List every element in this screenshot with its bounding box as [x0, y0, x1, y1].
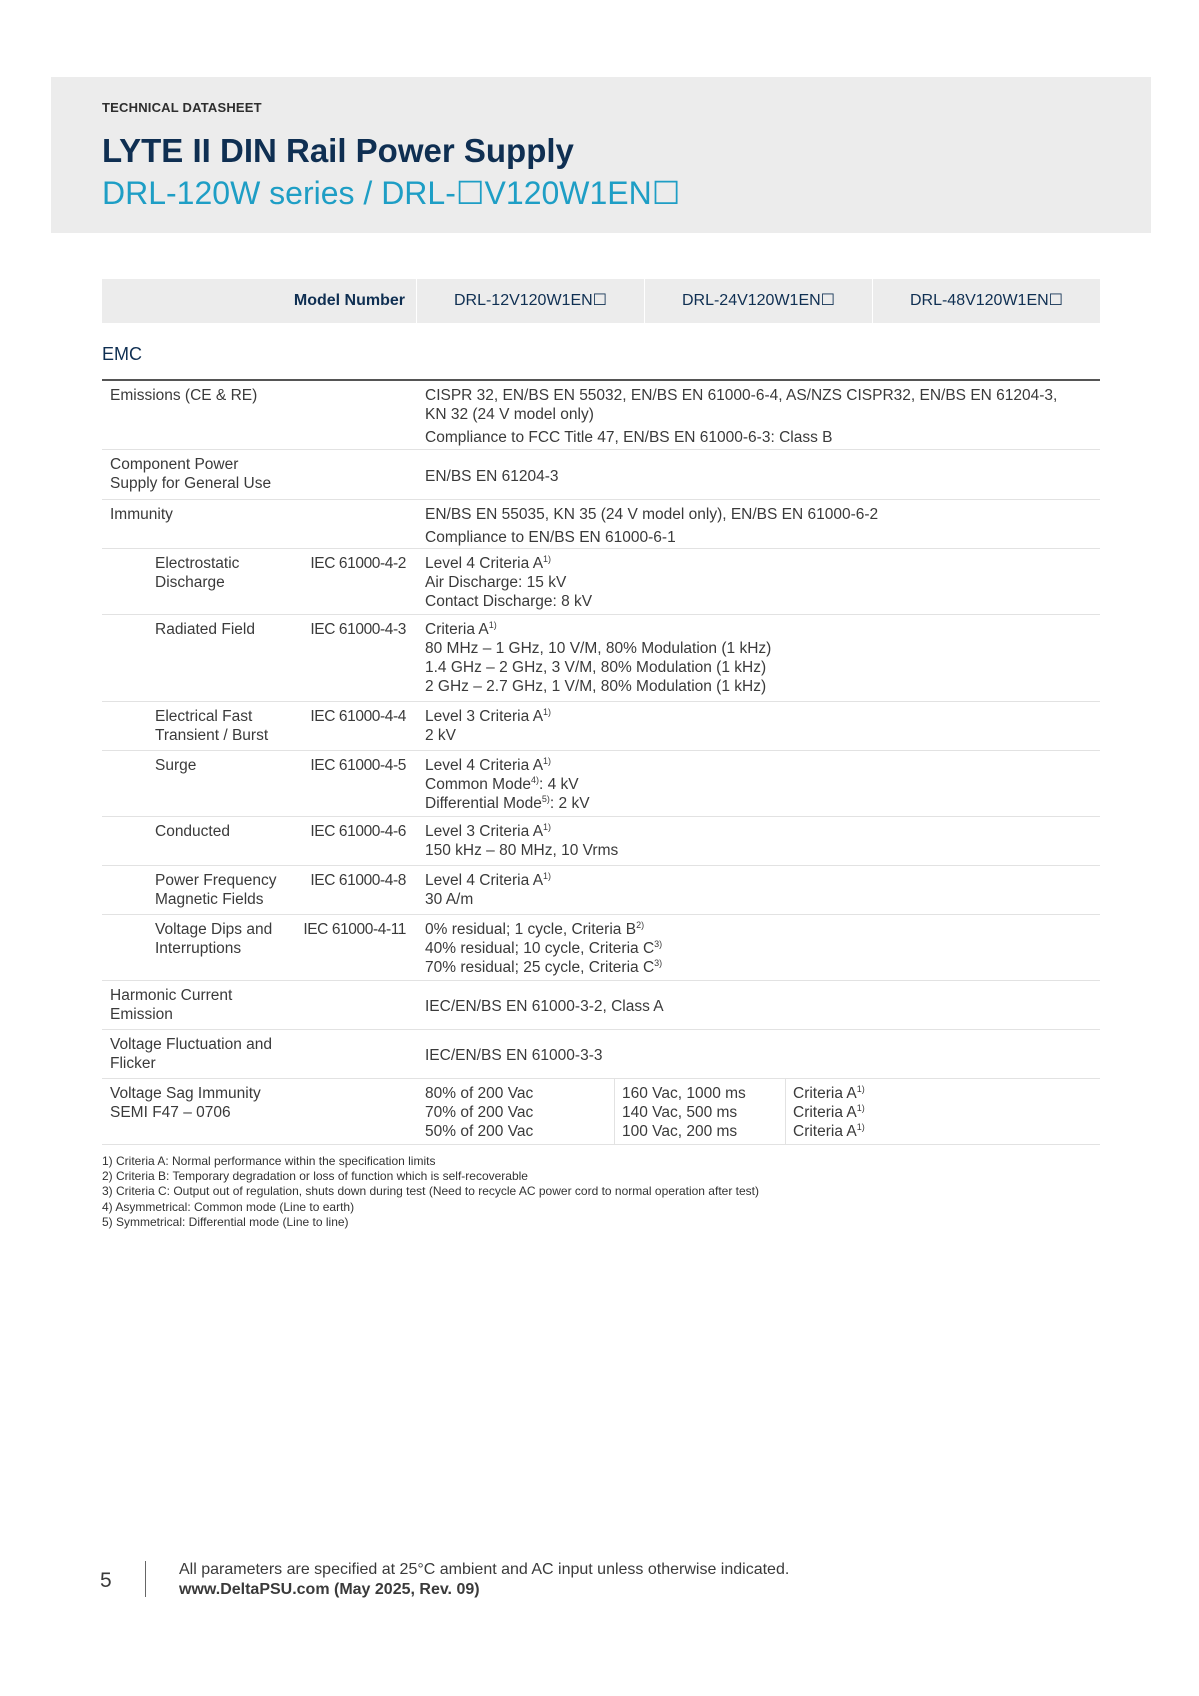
- model-number-bar: [102, 279, 1100, 323]
- document-type: TECHNICAL DATASHEET: [102, 100, 262, 115]
- footer-website: www.DeltaPSU.com (May 2025, Rev. 09): [179, 1581, 480, 1598]
- footer-note: All parameters are specified at 25°C ambient and AC input unless otherwise indicated.: [179, 1561, 790, 1578]
- row-value: EN/BS EN 55035, KN 35 (24 V model only), EN/BS EN 61000-6-2: [425, 506, 879, 523]
- row-label: Flicker: [110, 1055, 156, 1072]
- row-surge: [102, 751, 1100, 817]
- footnote: 5) Symmetrical: Differential mode (Line to line): [102, 1215, 349, 1229]
- row-label: Voltage Dips and: [155, 921, 273, 938]
- header-banner: [51, 77, 1151, 233]
- row-label: Conducted: [155, 823, 230, 840]
- sag-criteria: Criteria $A^{1)}$: [793, 1084, 865, 1102]
- sag-condition: 100 Vac, 200 ms: [622, 1123, 738, 1140]
- row-label: Supply for General Use: [110, 475, 272, 492]
- row-standard: IEC 61000-4-6: [310, 823, 406, 840]
- row-value: IEC/EN/BS EN 61000-3-3: [425, 1047, 603, 1064]
- row-value: Level 3 Criteria $A^{1)}$: [425, 707, 552, 725]
- row-label: Power Frequency: [155, 872, 277, 889]
- row-label: SEMI F47 – 0706: [110, 1104, 231, 1121]
- row-voltage-sag: [102, 1079, 1100, 1145]
- row-electrical-fast-transient: [102, 702, 1100, 751]
- row-electrostatic-discharge: [102, 549, 1100, 615]
- row-value: Differential Mode$^{5)}$: 2 kV: [425, 794, 590, 812]
- row-power-frequency-magnetic: [102, 866, 1100, 915]
- row-label: Electrostatic: [155, 555, 240, 572]
- sag-criteria: Criteria $A^{1)}$: [793, 1122, 865, 1140]
- row-value: Level 4 Criteria $A^{1)}$: [425, 756, 552, 774]
- row-value: Criteria $A^{1)}$: [425, 620, 497, 638]
- row-value: Compliance to EN/BS EN 61000-6-1: [425, 529, 676, 546]
- footnote: 3) Criteria C: Output out of regulation, shuts down during test (Need to recycle AC power cord to normal operation after test): [102, 1184, 759, 1198]
- row-value: Level 4 Criteria $A^{1)}$: [425, 871, 552, 889]
- row-conducted: [102, 817, 1100, 866]
- model-12v: DRL-12V120W1EN☐: [453, 292, 608, 309]
- row-value: CISPR 32, EN/BS EN 55032, EN/BS EN 61000-6-4, AS/NZS CISPR32, EN/BS EN 61204-3,: [425, 387, 1058, 404]
- row-label: Magnetic Fields: [155, 891, 264, 908]
- row-label: Component Power: [110, 456, 239, 473]
- row-label: Electrical Fast: [155, 708, 253, 725]
- row-emissions: [102, 381, 1100, 450]
- row-value: Compliance to FCC Title 47, EN/BS EN 61000-6-3: Class B: [425, 429, 833, 446]
- row-value: 80 MHz – 1 GHz, 10 V/M, 80% Modulation (1 kHz): [425, 640, 772, 657]
- row-label: Emission: [110, 1006, 173, 1023]
- row-component-power: [102, 450, 1100, 500]
- page-subtitle: DRL-120W series / DRL-☐V120W1EN☐: [102, 175, 681, 211]
- footnote: 4) Asymmetrical: Common mode (Line to earth): [102, 1200, 355, 1214]
- row-label: Harmonic Current: [110, 987, 233, 1004]
- row-immunity: [102, 500, 1100, 549]
- row-value: 30 A/m: [425, 891, 474, 908]
- row-standard: IEC 61000-4-3: [310, 621, 406, 638]
- sag-condition: 160 Vac, 1000 ms: [622, 1085, 746, 1102]
- footnote: 1) Criteria A: Normal performance within the specification limits: [102, 1154, 436, 1168]
- row-value: 2 GHz – 2.7 GHz, 1 V/M, 80% Modulation (1 kHz): [425, 678, 767, 695]
- row-standard: IEC 61000-4-11: [303, 921, 406, 938]
- row-value: EN/BS EN 61204-3: [425, 468, 559, 485]
- sag-level: 80% of 200 Vac: [425, 1085, 534, 1102]
- row-standard: IEC 61000-4-4: [310, 708, 406, 725]
- row-standard: IEC 61000-4-5: [310, 757, 406, 774]
- row-value: Common Mode$^{4)}$: 4 kV: [425, 775, 579, 793]
- page-title: LYTE II DIN Rail Power Supply: [102, 132, 574, 169]
- sag-level: 70% of 200 Vac: [425, 1104, 534, 1121]
- row-label: Discharge: [155, 574, 225, 591]
- row-value: IEC/EN/BS EN 61000-3-2, Class A: [425, 998, 664, 1015]
- row-label: Interruptions: [155, 940, 242, 957]
- row-label: Emissions (CE & RE): [110, 387, 258, 404]
- row-voltage-dips: [102, 915, 1100, 981]
- row-value: 1.4 GHz – 2 GHz, 3 V/M, 80% Modulation (1 kHz): [425, 659, 767, 676]
- footnote: 2) Criteria B: Temporary degradation or loss of function which is self-recoverable: [102, 1169, 528, 1183]
- row-value: 70% residual; 25 cycle, Criteria $C^{3)}$: [425, 958, 663, 976]
- sag-criteria: Criteria $A^{1)}$: [793, 1103, 865, 1121]
- row-value: Air Discharge: 15 kV: [425, 574, 567, 591]
- row-standard: IEC 61000-4-8: [310, 872, 406, 889]
- row-value: KN 32 (24 V model only): [425, 406, 594, 423]
- row-label: Surge: [155, 757, 197, 774]
- section-heading-emc: EMC: [102, 344, 142, 364]
- row-label: Voltage Sag Immunity: [110, 1085, 261, 1102]
- sag-level: 50% of 200 Vac: [425, 1123, 534, 1140]
- row-harmonic-current: [102, 981, 1100, 1030]
- row-value: 150 kHz – 80 MHz, 10 Vrms: [425, 842, 619, 859]
- row-voltage-fluctuation: [102, 1030, 1100, 1079]
- footer-divider: [145, 1561, 146, 1597]
- sag-condition: 140 Vac, 500 ms: [622, 1104, 738, 1121]
- row-radiated-field: [102, 615, 1100, 702]
- row-value: 0% residual; 1 cycle, Criteria $B^{2)}$: [425, 920, 645, 938]
- row-label: Transient / Burst: [155, 727, 269, 744]
- page-number: 5: [100, 1569, 112, 1592]
- row-value: Level 3 Criteria $A^{1)}$: [425, 822, 552, 840]
- model-number-label: Model Number: [293, 292, 405, 309]
- row-label: Immunity: [110, 506, 173, 523]
- row-value: Contact Discharge: 8 kV: [425, 593, 593, 610]
- row-label: Radiated Field: [155, 621, 255, 638]
- model-24v: DRL-24V120W1EN☐: [681, 292, 836, 309]
- row-standard: IEC 61000-4-2: [310, 555, 406, 572]
- row-value: 40% residual; 10 cycle, Criteria $C^{3)}$: [425, 939, 663, 957]
- row-value: 2 kV: [425, 727, 457, 744]
- row-value: Level 4 Criteria $A^{1)}$: [425, 554, 552, 572]
- model-48v: DRL-48V120W1EN☐: [909, 292, 1064, 309]
- row-label: Voltage Fluctuation and: [110, 1036, 273, 1053]
